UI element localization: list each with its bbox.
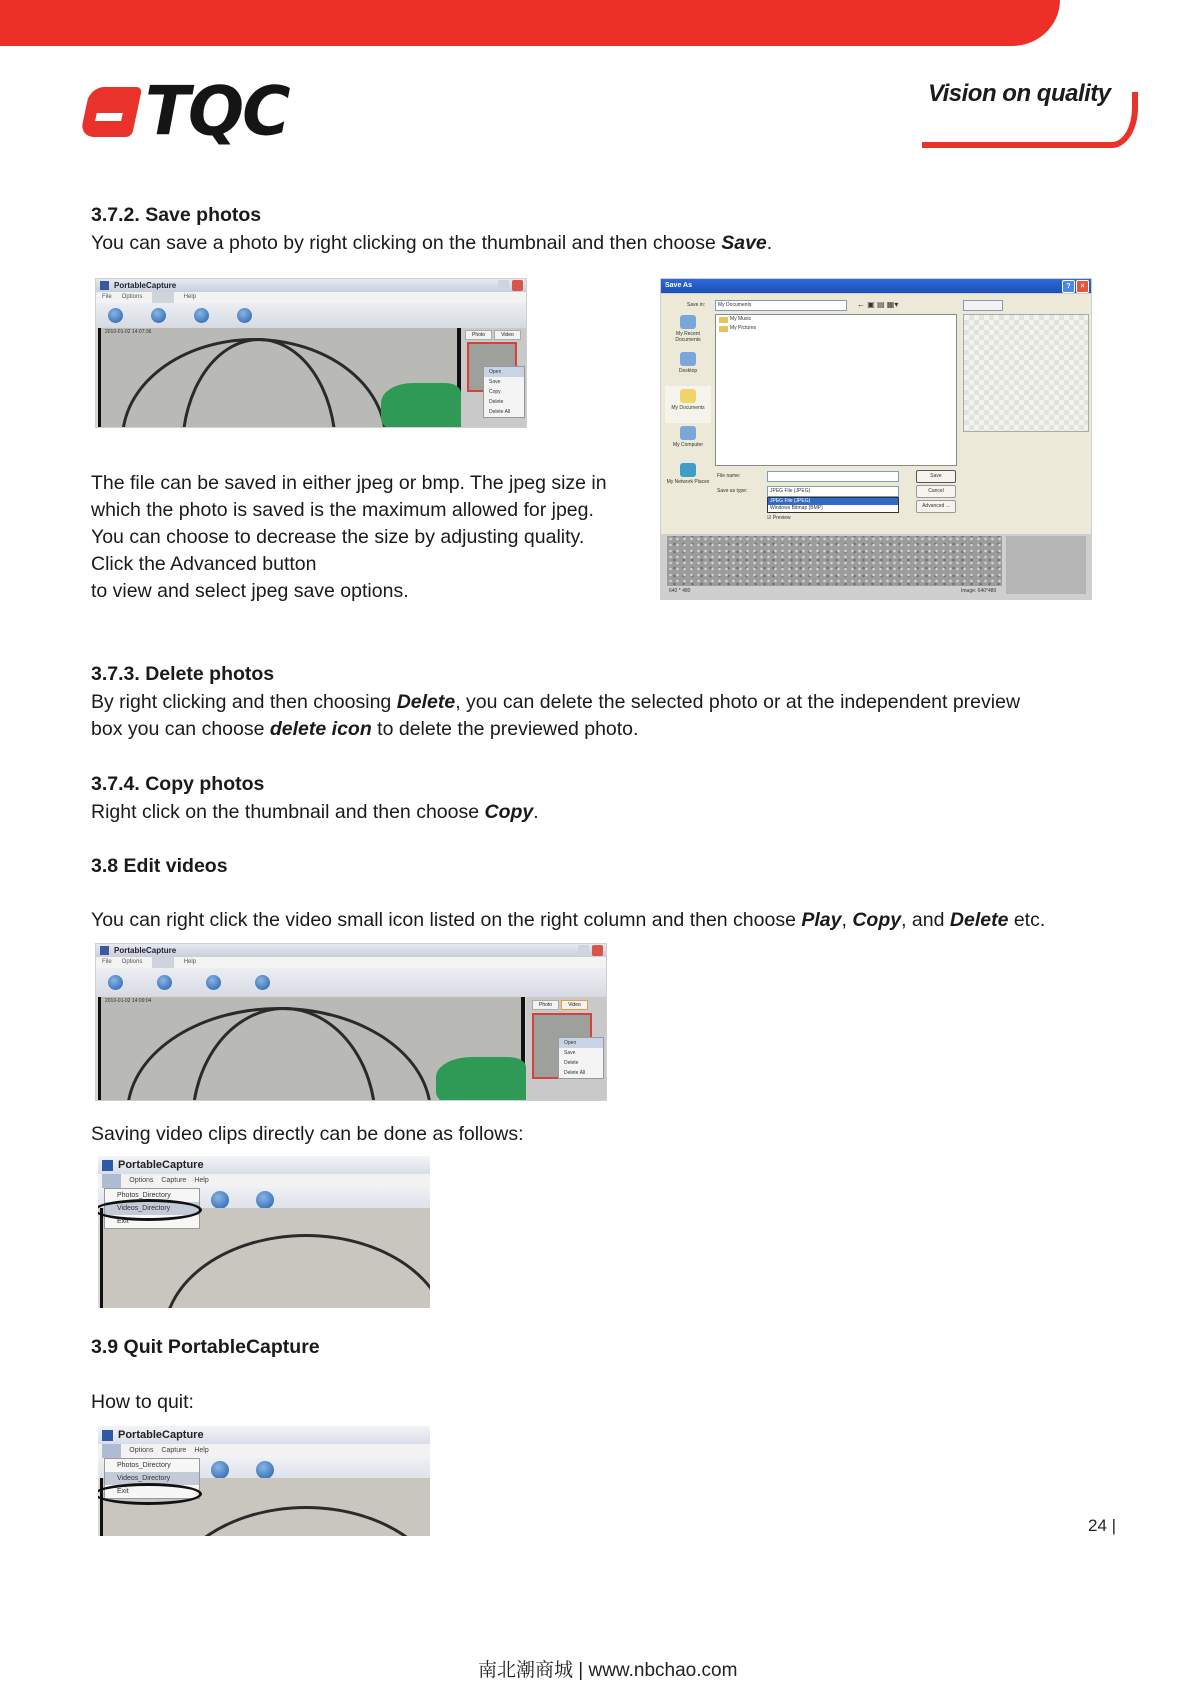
- preview-checkbox[interactable]: ☑ Preview: [767, 515, 791, 521]
- menu-options[interactable]: Options: [121, 959, 143, 965]
- delete-text-line1: [91, 689, 1020, 716]
- side-panel: [1006, 536, 1086, 594]
- save-details-line: which the photo is saved is the maximum allowed for jpeg.: [91, 499, 594, 521]
- camera-preview: [98, 328, 461, 427]
- menu-item-photos-directory[interactable]: Photos_Directory: [117, 1462, 171, 1469]
- place-my-computer[interactable]: [665, 423, 711, 460]
- menubar: [96, 957, 606, 968]
- bold-delete: Delete: [949, 909, 1009, 931]
- logo-text: TQC: [145, 72, 289, 151]
- file-name-label: File name:: [717, 473, 741, 479]
- record-video-icon[interactable]: [157, 975, 172, 990]
- text: Right click on the thumbnail and then choose: [91, 801, 485, 823]
- context-menu: [558, 1037, 604, 1079]
- status-image-size: Image: 640*480: [961, 588, 997, 594]
- save-type-dropdown: [767, 497, 899, 513]
- network-places-icon: [680, 463, 696, 477]
- option-jpeg[interactable]: JPEG File (JPEG): [768, 498, 898, 505]
- window-titlebar: [98, 1156, 430, 1174]
- place-my-documents[interactable]: [665, 386, 711, 423]
- menu-item-exit[interactable]: Exit: [117, 1488, 129, 1495]
- menu-help[interactable]: Help: [183, 959, 197, 965]
- preview-zoom-select[interactable]: [963, 300, 1003, 311]
- text: etc.: [1008, 909, 1046, 931]
- save-intro: [91, 230, 772, 257]
- page-number-value: 24: [1088, 1516, 1107, 1535]
- status-resolution: 640 * 480: [669, 588, 691, 594]
- folder-icon: [719, 326, 728, 332]
- my-documents-icon: [680, 389, 696, 403]
- ctx-save[interactable]: Save: [564, 1050, 576, 1056]
- menu-capture[interactable]: Capture: [161, 1447, 187, 1454]
- screenshot-capture-photo: [95, 278, 527, 428]
- dialog-titlebar: [661, 279, 1091, 293]
- text: , you can delete the selected photo or at the independent preview: [455, 691, 1021, 713]
- menu-capture[interactable]: Capture: [161, 1177, 187, 1184]
- save-details-line: Click the Advanced button: [91, 553, 317, 575]
- ctx-open[interactable]: Open: [559, 1038, 603, 1048]
- menu-file[interactable]: File: [102, 1444, 121, 1458]
- menu-item-photos-directory[interactable]: Photos_Directory: [117, 1192, 171, 1199]
- window-titlebar: [98, 1426, 430, 1444]
- help-icon[interactable]: ?: [1062, 280, 1075, 293]
- save-type-label: Save as type:: [717, 488, 748, 494]
- heading-copy-photos: 3.7.4. Copy photos: [91, 773, 265, 795]
- save-in-select[interactable]: My Documents: [715, 300, 847, 311]
- window-title: PortableCapture: [114, 946, 177, 955]
- place-label: My Documents: [671, 405, 705, 411]
- dialog-title: Save As: [665, 282, 692, 289]
- tagline: Vision on quality: [928, 80, 1111, 107]
- file-name: My Music: [730, 316, 752, 322]
- menu-capture[interactable]: Capture: [152, 292, 173, 303]
- tab-video[interactable]: Video: [561, 1000, 588, 1010]
- ctx-save[interactable]: Save: [489, 379, 501, 385]
- save-intro-bold: Save: [721, 232, 767, 254]
- my-computer-icon: [680, 426, 696, 440]
- menu-file[interactable]: File: [102, 959, 112, 965]
- screenshot-file-menu-videos: [98, 1156, 430, 1308]
- highlight-ellipse: [98, 1483, 202, 1505]
- folder-icon: [719, 317, 728, 323]
- copy-text: [91, 799, 539, 826]
- save-button[interactable]: Save: [916, 470, 956, 483]
- advanced-button[interactable]: Advanced ...: [916, 500, 956, 513]
- place-desktop[interactable]: [665, 349, 711, 386]
- record-video-icon[interactable]: [211, 1191, 229, 1209]
- ctx-delete-all[interactable]: Delete All: [564, 1070, 586, 1076]
- menu-help[interactable]: Help: [194, 1177, 209, 1184]
- option-bmp[interactable]: Windows Bitmap (BMP): [770, 505, 823, 511]
- captured-image-preview: [667, 536, 1002, 586]
- place-label: My Network Places: [666, 479, 710, 485]
- place-label: My Recent Documents: [675, 331, 701, 343]
- heading-save-photos: 3.7.2. Save photos: [91, 204, 262, 226]
- settings-icon[interactable]: [194, 308, 209, 323]
- menu-file[interactable]: File: [102, 1174, 121, 1188]
- minimize-icon[interactable]: [578, 945, 589, 956]
- window-titlebar: [96, 944, 606, 957]
- dialog-body: [661, 294, 1091, 534]
- menu-capture[interactable]: Capture: [152, 957, 173, 968]
- ctx-delete[interactable]: Delete: [564, 1060, 579, 1066]
- text: .: [533, 801, 539, 823]
- sample-green-area: [436, 1057, 526, 1101]
- toolbar: [96, 968, 606, 996]
- close-icon[interactable]: [512, 280, 523, 291]
- quit-text: How to quit:: [91, 1391, 194, 1413]
- menu-item-exit[interactable]: Exit: [117, 1218, 129, 1225]
- bold-delete-icon: delete icon: [269, 718, 372, 740]
- page-number: 24 |: [1088, 1516, 1117, 1535]
- save-intro-text: You can save a photo by right clicking on the thumbnail and then choose: [91, 232, 722, 254]
- capture-photo-icon[interactable]: [108, 308, 123, 323]
- tqc-logo-mark-icon: [80, 87, 143, 137]
- menu-file[interactable]: File: [102, 294, 112, 300]
- ctx-open[interactable]: Open: [484, 367, 524, 377]
- menubar: [96, 292, 526, 303]
- header-red-band: [0, 0, 1060, 46]
- toolbar: [96, 303, 526, 327]
- text: ,: [841, 909, 853, 931]
- toolbar-nav-icons[interactable]: ← ▣ ▤ ▦▾: [857, 300, 899, 309]
- file-list: [715, 314, 957, 466]
- videos-text: [91, 907, 1045, 934]
- file-item-my-pictures[interactable]: [716, 324, 956, 333]
- text: By right clicking and then choosing: [91, 691, 397, 713]
- sample-green-area: [381, 383, 461, 428]
- bold-delete: Delete: [396, 691, 456, 713]
- bold-copy: Copy: [852, 909, 902, 931]
- text: You can right click the video small icon listed on the right column and then choose: [91, 909, 802, 931]
- tab-photo[interactable]: Photo: [465, 330, 492, 340]
- save-type-select[interactable]: JPEG File (JPEG): [767, 486, 899, 497]
- menubar: [98, 1174, 430, 1188]
- text: , and: [901, 909, 950, 931]
- close-icon[interactable]: [592, 945, 603, 956]
- file-item-my-music[interactable]: [716, 315, 956, 324]
- save-details-line: You can choose to decrease the size by adjusting quality.: [91, 526, 585, 548]
- place-network[interactable]: [665, 460, 711, 497]
- close-icon[interactable]: ×: [1076, 280, 1089, 293]
- exit-icon[interactable]: [255, 975, 270, 990]
- heading-delete-photos: 3.7.3. Delete photos: [91, 663, 275, 685]
- preview-timestamp: 2010-01-02 14:09:04: [105, 998, 152, 1004]
- record-video-icon[interactable]: [211, 1461, 229, 1479]
- record-video-icon[interactable]: [151, 308, 166, 323]
- delete-text-line2: [91, 716, 638, 743]
- recent-documents-icon: [680, 315, 696, 329]
- exit-icon[interactable]: [256, 1461, 274, 1479]
- window-title: PortableCapture: [114, 281, 177, 290]
- capture-photo-icon[interactable]: [108, 975, 123, 990]
- preview-timestamp: 2010-01-02 14:07:36: [105, 329, 152, 335]
- tab-photo[interactable]: Photo: [532, 1000, 559, 1010]
- menu-options[interactable]: Options: [129, 1447, 154, 1454]
- ctx-copy[interactable]: Copy: [489, 389, 501, 395]
- screenshot-file-menu-exit: [98, 1426, 430, 1536]
- sample-arc: [163, 1506, 430, 1536]
- save-details: [91, 470, 651, 605]
- thumbnail-panel: [526, 997, 606, 1100]
- settings-icon[interactable]: [206, 975, 221, 990]
- places-bar: [665, 312, 711, 497]
- text: box you can choose: [91, 718, 270, 740]
- exit-icon[interactable]: [256, 1191, 274, 1209]
- preview-checkbox-label: Preview: [772, 515, 791, 521]
- save-details-line: to view and select jpeg save options.: [91, 580, 409, 602]
- desktop-icon: [680, 352, 696, 366]
- app-icon: [102, 1160, 113, 1171]
- file-name: My Pictures: [730, 325, 757, 331]
- place-recent[interactable]: [665, 312, 711, 349]
- bold-play: Play: [801, 909, 842, 931]
- place-label: My Computer: [672, 442, 703, 448]
- menu-options[interactable]: Options: [121, 294, 143, 300]
- camera-preview: [98, 997, 525, 1100]
- save-details-line: The file can be saved in either jpeg or bmp. The jpeg size in: [91, 472, 607, 494]
- sample-arc: [163, 1234, 430, 1308]
- window-title: PortableCapture: [118, 1429, 204, 1441]
- save-intro-end: .: [766, 232, 773, 254]
- context-menu: [483, 366, 525, 418]
- cancel-button[interactable]: Cancel: [916, 485, 956, 498]
- ctx-delete[interactable]: Delete: [489, 399, 504, 405]
- tab-video[interactable]: Video: [494, 330, 521, 340]
- file-name-input[interactable]: [767, 471, 899, 482]
- heading-quit: 3.9 Quit PortableCapture: [91, 1336, 320, 1358]
- window-titlebar: [96, 279, 526, 292]
- ctx-delete-all[interactable]: Delete All: [489, 409, 511, 415]
- menu-options[interactable]: Options: [129, 1177, 154, 1184]
- thumbnail-panel: [461, 328, 526, 427]
- footer-text: 南北潮商城 | www.nbchao.com: [478, 1660, 738, 1681]
- screenshot-save-as-dialog: [660, 278, 1092, 600]
- bold-copy: Copy: [484, 801, 534, 823]
- minimize-icon[interactable]: [498, 280, 509, 291]
- heading-edit-videos: 3.8 Edit videos: [91, 855, 228, 877]
- tqc-logo: [85, 72, 289, 151]
- saving-video-text: Saving video clips directly can be done as follows:: [91, 1123, 524, 1145]
- app-icon: [100, 946, 109, 955]
- screenshot-capture-video: [95, 943, 607, 1101]
- menu-item-videos-directory[interactable]: Videos_Directory: [105, 1202, 199, 1215]
- menubar: [98, 1444, 430, 1458]
- menu-help[interactable]: Help: [183, 294, 197, 300]
- text: to delete the previewed photo.: [371, 718, 639, 740]
- place-label: Desktop: [678, 368, 698, 374]
- highlight-ellipse: [98, 1199, 202, 1221]
- window-title: PortableCapture: [118, 1159, 204, 1171]
- exit-icon[interactable]: [237, 308, 252, 323]
- app-icon: [100, 281, 109, 290]
- panel-tabs: [532, 1000, 588, 1010]
- app-icon: [102, 1430, 113, 1441]
- menu-item-videos-directory[interactable]: Videos_Directory: [105, 1472, 199, 1485]
- menu-help[interactable]: Help: [194, 1447, 209, 1454]
- panel-tabs: [465, 330, 521, 340]
- image-preview-area: [963, 314, 1089, 432]
- save-in-label: Save in:: [687, 302, 706, 308]
